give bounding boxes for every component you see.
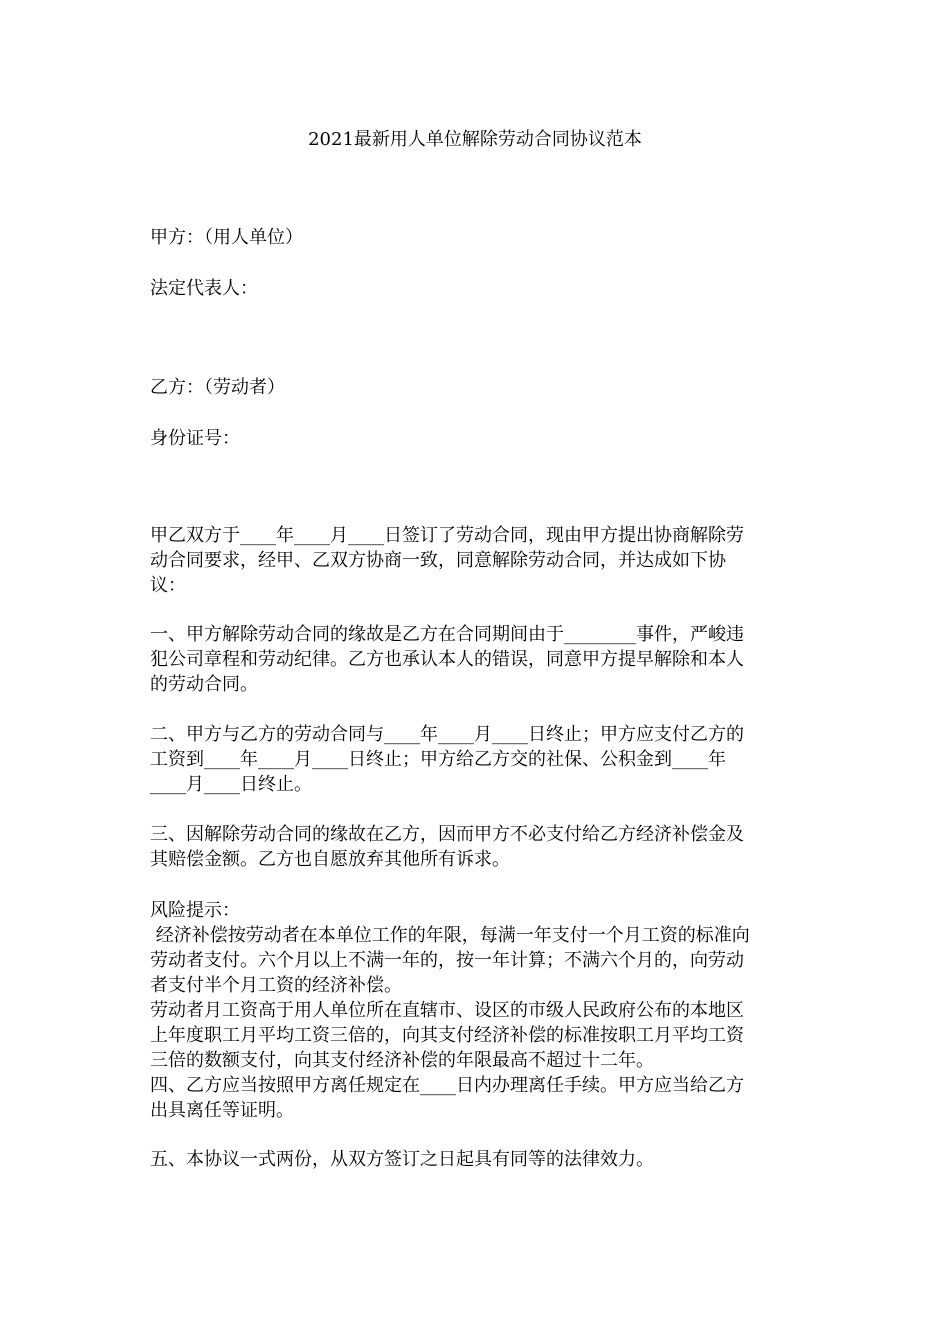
clause-2-line: 二、甲方与乙方的劳动合同与____年____月____日终止；甲方应支付乙方的: [150, 724, 744, 745]
intro-line: 动合同要求，经甲、乙双方协商一致，同意解除劳动合同，并达成如下协: [150, 550, 726, 571]
risk-line: 经济补偿按劳动者在本单位工作的年限，每满一年支付一个月工资的标准向: [150, 925, 750, 946]
risk-heading: 风险提示：: [150, 900, 240, 921]
risk-line: 三倍的数额支付，向其支付经济补偿的年限最高不超过十二年。: [150, 1050, 654, 1071]
clause-2-line: 工资到____年____月____日终止；甲方给乙方交的社保、公积金到____年: [150, 749, 726, 770]
clause-3-line: 其赔偿金额。乙方也自愿放弃其他所有诉求。: [150, 849, 510, 870]
clause-4-line: 四、乙方应当按照甲方离任规定在____日内办理离任手续。甲方应当给乙方: [150, 1075, 744, 1096]
risk-line: 者支付半个月工资的经济补偿。: [150, 975, 402, 996]
clause-1-line: 一、甲方解除劳动合同的缘故是乙方在合同期间由于________事件，严峻违: [150, 624, 744, 645]
party-b-line: 乙方：（劳动者）: [150, 377, 285, 398]
legal-representative-line: 法定代表人：: [150, 278, 258, 299]
clause-1-line: 的劳动合同。: [150, 674, 258, 695]
clause-5-line: 五、本协议一式两份，从双方签订之日起具有同等的法律效力。: [150, 1149, 654, 1170]
clause-4-line: 出具离任等证明。: [150, 1100, 294, 1121]
intro-line: 甲乙双方于____年____月____日签订了劳动合同，现由甲方提出协商解除劳: [150, 525, 744, 546]
clause-2-line: ____月____日终止。: [150, 774, 312, 795]
clause-1-paragraph: [150, 622, 790, 697]
id-number-line: 身份证号：: [150, 428, 240, 449]
clause-2-paragraph: [150, 722, 790, 797]
intro-paragraph: [150, 523, 790, 598]
clause-3-paragraph: [150, 822, 790, 872]
risk-line: 上年度职工月平均工资三倍的，向其支付经济补偿的标准按职工月平均工资: [150, 1025, 744, 1046]
clause-3-line: 三、因解除劳动合同的缘故在乙方，因而甲方不必支付给乙方经济补偿金及: [150, 824, 744, 845]
clause-1-line: 犯公司章程和劳动纪律。乙方也承认本人的错误，同意甲方提早解除和本人: [150, 649, 744, 670]
risk-notice-paragraph: [150, 898, 790, 1123]
document-title: 2021最新用人单位解除劳动合同协议范本: [308, 129, 642, 150]
intro-line: 议：: [150, 575, 186, 596]
risk-line: 劳动者支付。六个月以上不满一年的，按一年计算；不满六个月的，向劳动: [150, 950, 744, 971]
risk-line: 劳动者月工资高于用人单位所在直辖市、设区的市级人民政府公布的本地区: [150, 1000, 744, 1021]
party-a-line: 甲方：（用人单位）: [150, 227, 303, 248]
